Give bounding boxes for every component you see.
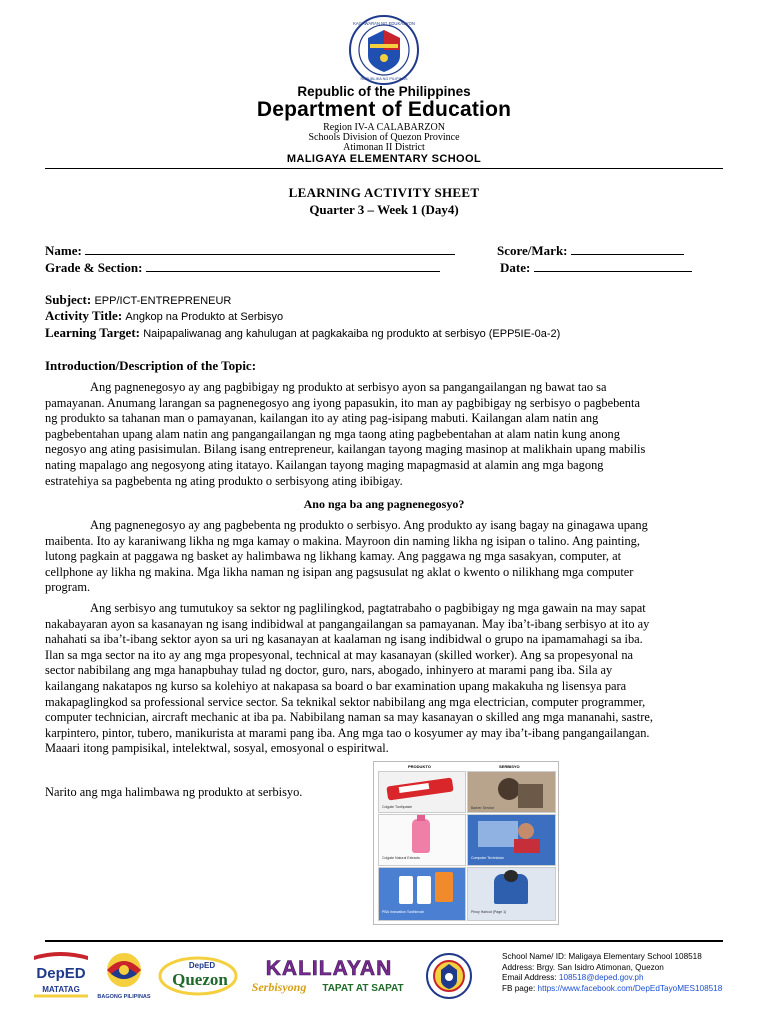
fb-page-link[interactable]: https://www.facebook.com/DepEdTayoMES108518 (537, 983, 723, 993)
barber-caption: Barber Service (471, 806, 495, 810)
school-contact-info (502, 952, 722, 994)
quezon-logo-text: Quezon (172, 970, 228, 989)
haircut-caption: Pinoy Haircut (Page 1) (471, 910, 507, 914)
quarter-week-label: Quarter 3 – Week 1 (Day4) (309, 202, 459, 217)
kalilayan-logo (243, 955, 415, 997)
department-heading: Department of Education (256, 98, 512, 121)
sheet-title: LEARNING ACTIVITY SHEET (288, 185, 480, 200)
grade-section-blank[interactable] (146, 260, 440, 272)
grade-section-field[interactable] (45, 260, 440, 276)
learning-target-label: Learning Target: (45, 325, 140, 340)
paragraph-line: pagbebentahan upang alam natin ang pangangailangan ng mga taong ating pagbebentahan at alam natin kung anong (45, 426, 620, 441)
activity-title-label: Activity Title: (45, 308, 123, 323)
fb-label: FB page: (502, 983, 538, 993)
paragraph-line: lutong pagkain at paggawa ng basket ay halimbawa ng likhang kamay. Ang paggawa ng mga sasakyan, computer, at (45, 549, 622, 564)
school-heading: MALIGAYA ELEMENTARY SCHOOL (286, 153, 482, 165)
paragraph-line: estratehiya sa pagbebenta ng ating produkto o serbisyong ating ibibigay. (45, 473, 403, 488)
paragraph-line: sector nabibilang ang mga hanapbuhay tulad ng doctor, guro, nars, abogado, inhinyero at marami pang iba. Sila ay (45, 663, 613, 678)
paragraph-line: nakabayaran ayon sa kasanayan ng isang indibidwal at pangangailangan sa pamayanan. May iba’t-ibang serbisyo at ito ay (45, 616, 650, 631)
paragraph-line: makapaglingkod sa professional service sector. Sa teknikal sektor nabibilang ang mga electrician, computer programmer, (45, 694, 646, 709)
kalilayan-logo-text: KALILAYAN (265, 957, 393, 980)
date-blank[interactable] (534, 260, 692, 272)
email-link[interactable]: 108518@deped.gov.ph (558, 973, 644, 982)
deped-seal-logo (348, 14, 420, 86)
paragraph-line: nating mapalago ang negosyong ating itatayo. Kailangan tayong maging mapagmasid at alamin ang mga bagong (45, 457, 604, 472)
paragraph-line: negosyo ang ating pasisimulan. Bilang isang entrepreneur, kailangan tayong maging masinop at malikhain upang mabilis (45, 442, 646, 457)
paragraph-line: computer technician, aircraft mechanic at iba pa. Nabibilang naman sa may kasanayan o skilled ang mga mananahi, sastre, (45, 710, 653, 725)
toothbrush-caption: PBA Innovation Toothbrush (382, 910, 425, 914)
footer-divider (45, 940, 723, 942)
seal-subtext: REPUBLIKA NG PILIPINAS (360, 77, 408, 81)
deped-quezon-logo (158, 954, 238, 996)
paragraph-line: maibenta. Ito ay karaniwang likha ng mga kamay o makina. Mayroon din naming likha ng isipan o talino. Ang painting, (45, 533, 640, 548)
tapat-at-sapat-text: TAPAT AT SAPAT (322, 983, 404, 994)
school-name-id: School Name/ ID: Maligaya Elementary School 108518 (502, 952, 702, 961)
name-label: Name: (45, 243, 82, 258)
paragraph-line: karpintero, pintor, tubero, manikurista at marami pang iba. Ang mga tao o kosyumer ay may iba’t-ibang pangangailangan. (45, 725, 650, 740)
paragraph-line: cellphone ay likha ng makina. Mga likha naman ng isipan ang pagsusulat ng aklat o kwento o nilikhang mga computer (45, 564, 634, 579)
toothbrush-photo (378, 867, 466, 921)
question-heading: Ano nga ba ang pagnenegosyo? (303, 497, 465, 511)
examples-intro-text: Narito ang mga halimbawa ng produkto at serbisyo. (45, 785, 303, 799)
paragraph-line: Ang pagnenegosyo ay ang pagbebenta ng produkto o serbisyo. Ang produkto ay isang bagay na ginagawa upang (90, 518, 648, 532)
learning-target-value: Naipapaliwanag ang kahulugan at pagkakaiba ng produkto at serbisyo (EPP5IE-0a-2) (143, 328, 561, 340)
name-field[interactable] (45, 243, 455, 259)
haircut-photo (467, 867, 556, 921)
email-row (502, 973, 722, 984)
toothpaste-photo (378, 771, 466, 813)
barber-photo (467, 771, 556, 813)
shampoo-photo (378, 814, 466, 866)
seal-text: KAGAWARAN NG EDUKASYON (353, 21, 415, 26)
date-label: Date: (500, 260, 531, 275)
paragraph-line: Ang pagnenegosyo ay ang pagbibigay ng produkto at serbisyo ayon sa pangangailangan ng bawat tao sa (90, 380, 607, 394)
subject-label: Subject: (45, 292, 92, 307)
paragraph-line: program. (45, 580, 91, 595)
region-text: Region IV-A CALABARZON (323, 122, 445, 133)
intro-paragraph-3 (45, 601, 723, 757)
toothpaste-caption: Colgate Toothpaste (382, 805, 413, 809)
score-label: Score/Mark: (497, 243, 568, 258)
school-seal-logo (425, 952, 473, 1000)
intro-paragraph-1 (45, 380, 723, 489)
activity-title-row (45, 308, 283, 324)
subject-row (45, 292, 231, 308)
paragraph-line: Ang serbisyo ang tumutukoy sa sektor ng paglilingkod, pagtatrabaho o pagbibigay ng mga gawain na may sapat (90, 601, 646, 615)
deped-matatag-logo (30, 950, 92, 1002)
subject-value: EPP/ICT-ENTREPRENEUR (94, 295, 232, 307)
intro-paragraph-2 (45, 518, 723, 596)
deped-quezon-top-text: DepED (188, 961, 216, 970)
matatag-logo-text: MATATAG (42, 985, 80, 994)
product-service-examples-image (373, 761, 559, 925)
produkto-column-header: PRODUKTO (408, 764, 431, 769)
republic-heading: Republic of the Philippines (297, 84, 471, 99)
bagong-pilipinas-text: BAGONG PILIPINAS (97, 994, 151, 1000)
paragraph-line: ng produkto sa tahanan man o pamayanan, kailangan ito ay ating pag-isipang mabuti. Kailangan alam natin ang (45, 411, 599, 426)
shampoo-caption: Colgate Natural Extracts (382, 856, 420, 860)
technician-photo (467, 814, 556, 866)
learning-target-row (45, 325, 560, 341)
paragraph-line: Maaari itong pampisikal, intelektwal, sosyal, emosyonal o espiritwal. (45, 741, 389, 756)
name-blank[interactable] (85, 243, 455, 255)
header-divider (45, 168, 723, 169)
date-field[interactable] (500, 260, 692, 276)
district-text: Atimonan II District (343, 142, 425, 153)
division-text: Schools Division of Quezon Province (308, 132, 460, 143)
email-label: Email Address: (502, 973, 559, 982)
activity-title-value: Angkop na Produkto at Serbisyo (125, 311, 284, 323)
intro-heading: Introduction/Description of the Topic: (45, 358, 257, 373)
bagong-pilipinas-logo (95, 948, 153, 1004)
grade-section-label: Grade & Section: (45, 260, 143, 275)
paragraph-line: Ilan sa mga sector na ito ay ang mga propesyonal, technical at may kasanayan (skilled worker). Ang sa propesyonal na (45, 647, 634, 662)
school-address: Address: Brgy. San Isidro Atimonan, Quezon (502, 962, 664, 972)
technician-caption: Computer Technician (471, 856, 504, 860)
fb-row (502, 984, 722, 995)
score-field[interactable] (497, 243, 684, 259)
serbisyong-logo-text: Serbisyong (251, 980, 307, 994)
score-blank[interactable] (571, 243, 684, 255)
serbisyo-column-header: SERBISYO (499, 764, 520, 769)
paragraph-line: kailangang nakatapos ng kurso sa kolehiyo at nakapasa sa board o bar examination upang makakuha ng lisensya para (45, 678, 627, 693)
paragraph-line: pamayanan. Anumang larangan sa pagnenegosyo ang iyong papasukin, ito man ay pagbibigay ng serbisyo o pagbebenta (45, 395, 640, 410)
deped-logo-text: DepED (36, 965, 86, 982)
paragraph-line: nahahati sa iba’t-ibang sektor ayon sa uri ng kasanayan at kaalaman ng isang indibidwal o grupo na ipamamahagi sa iba. (45, 632, 643, 647)
